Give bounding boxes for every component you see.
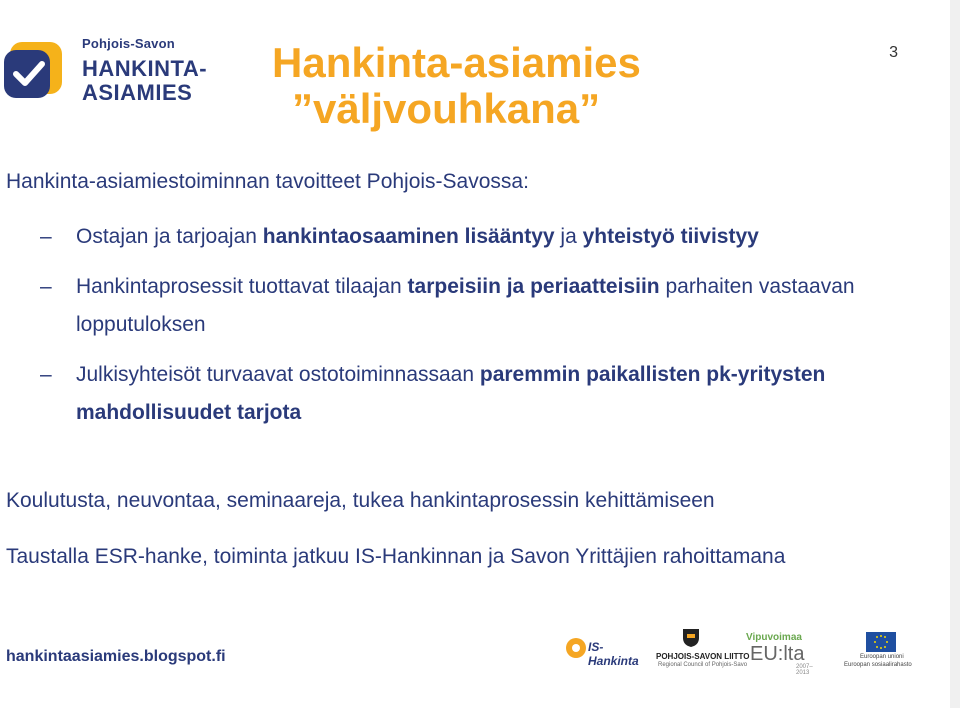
is-hankinta-label: IS-Hankinta [588,640,639,668]
eu-flag-icon [866,632,896,652]
logo-line2: ASIAMIES [82,80,193,105]
lead-text: Hankinta-asiamiestoiminnan tavoitteet Pohjois-Savossa: [6,170,529,193]
vipuvoimaa-label: Vipuvoimaa [746,632,802,643]
bullet-bold: paremmin paikallisten pk-yritysten mahdollisuudet tarjota [76,363,826,424]
bullet-dash: – [40,275,52,298]
bullet-dash: – [40,225,52,248]
bullet-item-1 [40,218,860,256]
bullet-text: Ostajan ja tarjoajan [76,225,263,248]
blog-link[interactable]: hankintaasiamies.blogspot.fi [6,648,226,665]
right-edge-bar [950,0,960,708]
bullet-item-3 [40,356,860,432]
checkmark-badge-icon [4,40,64,100]
bullet-bold: hankintaosaaminen lisääntyy [262,225,555,248]
vipuvoimaa-eu-logo [746,628,826,674]
bullet-bold: tarpeisiin ja periaatteisiin [407,275,660,298]
bullet-text: Julkisyhteisöt turvaavat ostotoiminnassaan [76,363,480,386]
title-line2: ”väljvouhkana” [292,85,601,132]
esf-logo [844,628,920,674]
bullet-dash: – [40,363,52,386]
crest-icon [682,628,700,648]
bullet-text: parhaiten vastaavan lopputuloksen [76,275,855,336]
liitto-label: POHJOIS-SAVON LIITTO [656,652,750,661]
paragraph-activities: Koulutusta, neuvontaa, seminaareja, tukea hankintaprosessin kehittämiseen [6,489,715,512]
bullet-bold: yhteistyö tiivistyy [582,225,759,248]
slide-title [272,40,641,132]
is-hankinta-logo [564,628,644,674]
eu-years: 2007–2013 [796,664,813,676]
logo-wordmark [82,36,207,105]
liitto-sublabel: Regional Council of Pohjois-Savo [658,662,748,668]
hankinta-asiamies-logo [4,36,224,108]
pohjois-savon-liitto-logo [656,628,750,674]
page-number: 3 [889,44,898,61]
title-line2-text: väljvouhkana [313,85,580,132]
paragraph-funding: Taustalla ESR-hanke, toiminta jatkuu IS-Hankinnan ja Savon Yrittäjien rahoittamana [6,545,786,568]
bullet-item-2 [40,268,860,344]
bullet-text: ja [554,225,583,248]
goal-bullet-list [40,218,860,444]
bullet-text: Hankintaprosessit tuottavat tilaajan [76,275,408,298]
logo-line1: HANKINTA- [82,56,208,81]
esf-label2: Euroopan sosiaalirahasto [844,662,912,668]
logo-region: Pohjois-Savon [82,36,175,51]
esf-label1: Euroopan unioni [860,654,904,660]
eu-label: EU:lta [750,643,805,665]
partner-logos [560,628,920,678]
title-line1: Hankinta-asiamies [272,39,641,86]
